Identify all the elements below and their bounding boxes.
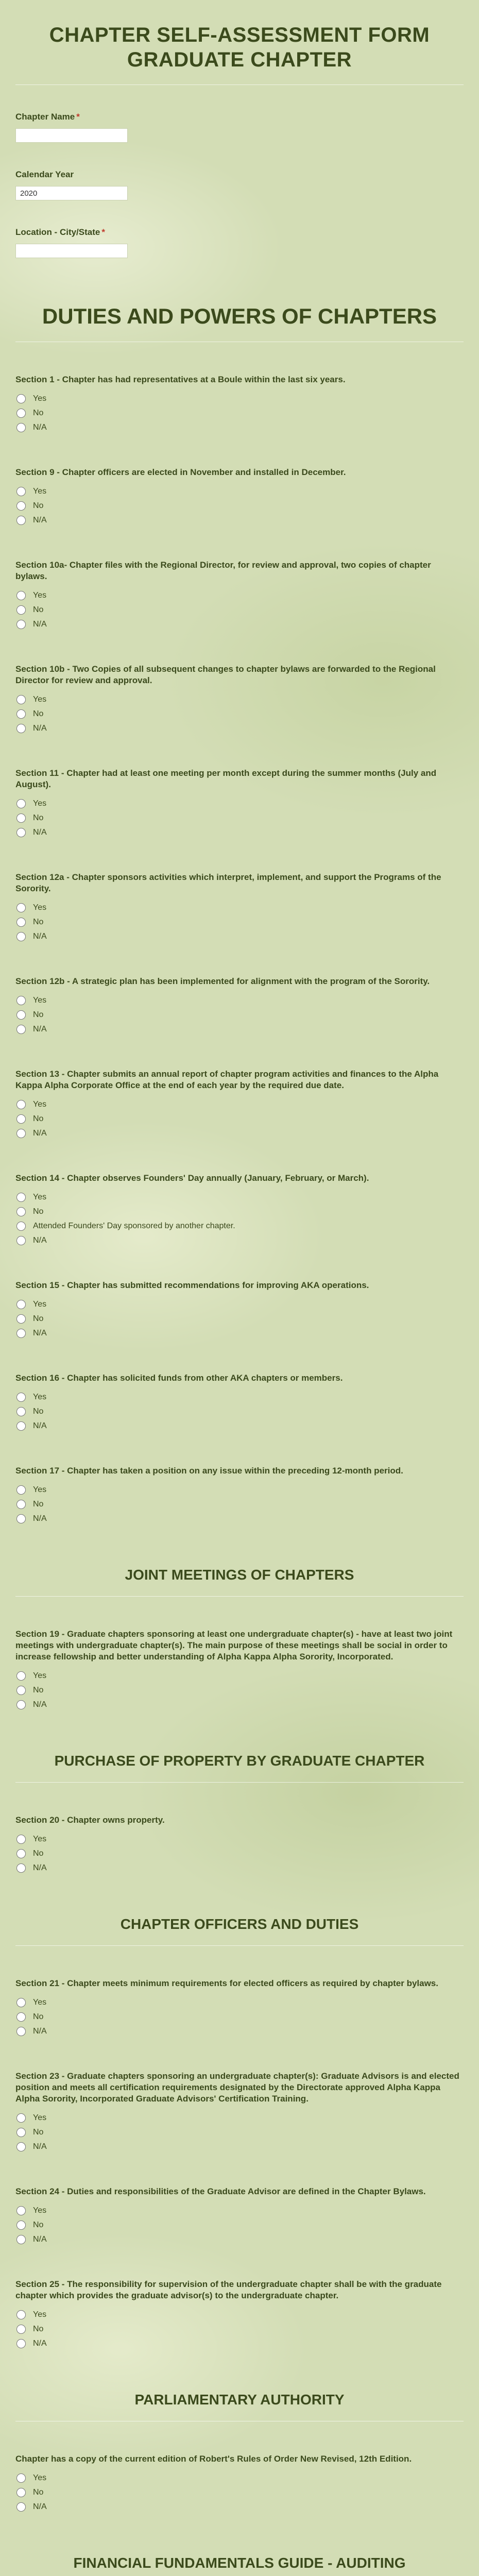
radio-button[interactable] <box>16 409 26 418</box>
radio-option-no[interactable] <box>15 1312 464 1326</box>
radio-option-label: No <box>33 1114 44 1123</box>
radio-option-label: Yes <box>33 1100 47 1109</box>
radio-option-yes[interactable] <box>15 484 464 499</box>
radio-option-label: No <box>33 605 44 614</box>
radio-option-no[interactable] <box>15 707 464 721</box>
question-label: Section 24 - Duties and responsibilities of the Graduate Advisor are defined in the Chapter Bylaws. <box>15 2187 426 2196</box>
question-label: Chapter has a copy of the current edition of Robert's Rules of Order New Revised, 12th Edition. <box>15 2454 412 2464</box>
radio-button[interactable] <box>16 1129 26 1138</box>
radio-button[interactable] <box>16 1207 26 1216</box>
radio-option-label: No <box>33 1314 44 1323</box>
radio-group <box>15 993 464 1037</box>
radio-option-no[interactable] <box>15 2125 464 2140</box>
radio-option-label: Yes <box>33 2473 47 2482</box>
radio-button[interactable] <box>16 1835 26 1844</box>
question-label: Section 12b - A strategic plan has been implemented for alignment with the program of the Sorority. <box>15 976 430 986</box>
radio-group <box>15 2308 464 2351</box>
radio-button[interactable] <box>16 2325 26 2334</box>
question-label: Section 21 - Chapter meets minimum requirements for elected officers as required by chapter bylaws. <box>15 1978 438 1988</box>
radio-option-n-a[interactable] <box>15 721 464 736</box>
radio-option-label: No <box>33 1407 44 1416</box>
radio-option-label: N/A <box>33 2339 47 2348</box>
radio-group <box>15 484 464 528</box>
radio-button[interactable] <box>16 1407 26 1416</box>
radio-group <box>15 2111 464 2154</box>
radio-option-n-a[interactable] <box>15 2232 464 2247</box>
radio-button[interactable] <box>16 2142 26 2151</box>
radio-option-label: Yes <box>33 2206 47 2215</box>
radio-button[interactable] <box>16 394 26 403</box>
radio-option-label: N/A <box>33 620 47 629</box>
property-questions <box>15 1815 464 1875</box>
radio-button[interactable] <box>16 501 26 511</box>
radio-button[interactable] <box>16 1314 26 1324</box>
radio-option-yes[interactable] <box>15 1995 464 2010</box>
radio-button[interactable] <box>16 487 26 496</box>
radio-option-yes[interactable] <box>15 1669 464 1683</box>
radio-option-n-a[interactable] <box>15 1233 464 1248</box>
radio-option-yes[interactable] <box>15 1190 464 1205</box>
question-item <box>15 664 464 736</box>
field-label <box>15 170 464 180</box>
radio-button[interactable] <box>16 695 26 704</box>
chapter-name-input[interactable] <box>15 128 128 143</box>
radio-option-n-a[interactable] <box>15 2500 464 2514</box>
radio-option-label: Yes <box>33 1300 47 1309</box>
assessment-form <box>15 0 464 2576</box>
radio-option-n-a[interactable] <box>15 2140 464 2154</box>
radio-option-label: N/A <box>33 1025 47 1033</box>
radio-option-n-a[interactable] <box>15 1326 464 1341</box>
radio-button[interactable] <box>16 2502 26 2512</box>
question-item <box>15 1280 464 1341</box>
field-label <box>15 112 464 122</box>
radio-option-label: N/A <box>33 1514 47 1523</box>
radio-group <box>15 1995 464 2039</box>
radio-button[interactable] <box>16 724 26 733</box>
radio-button[interactable] <box>16 620 26 629</box>
radio-button[interactable] <box>16 2206 26 2215</box>
radio-group <box>15 588 464 632</box>
radio-option-no[interactable] <box>15 1683 464 1698</box>
radio-option-label: Yes <box>33 1485 47 1494</box>
question-label: Section 9 - Chapter officers are elected in November and installed in December. <box>15 467 346 477</box>
radio-button[interactable] <box>16 996 26 1005</box>
radio-button[interactable] <box>16 1010 26 1020</box>
radio-button[interactable] <box>16 1849 26 1858</box>
radio-option-yes[interactable] <box>15 796 464 811</box>
radio-group <box>15 796 464 840</box>
required-marker: * <box>101 227 105 237</box>
radio-option-yes[interactable] <box>15 1297 464 1312</box>
radio-option-yes[interactable] <box>15 2111 464 2125</box>
radio-button[interactable] <box>16 709 26 719</box>
radio-group <box>15 692 464 736</box>
radio-button[interactable] <box>16 1863 26 1873</box>
question-label: Section 23 - Graduate chapters sponsoring an undergraduate chapter(s): Graduate Advisors is and elected position and meets all certification requirements designated by the Directorate approved Alpha Kappa Alpha Sorority, Incorporated Graduate Advisors' Certification Training. <box>15 2071 459 2104</box>
radio-option-label: Yes <box>33 903 47 912</box>
question-label: Section 19 - Graduate chapters sponsoring at least one undergraduate chapter(s) - have at least two joint meetings with undergraduate chapter(s). The main purpose of these meetings shall be social in order to increase fellowship and better understanding of Alpha Kappa Alpha Sorority, Incorporated. <box>15 1629 453 1662</box>
question-item <box>15 1069 464 1141</box>
duties-questions <box>15 374 464 1526</box>
question-item <box>15 1173 464 1248</box>
radio-option-label: N/A <box>33 516 47 524</box>
radio-option-label: No <box>33 814 44 822</box>
radio-option-no[interactable] <box>15 406 464 420</box>
question-item <box>15 1465 464 1526</box>
radio-option-label: Yes <box>33 1393 47 1401</box>
radio-option-label: Yes <box>33 799 47 808</box>
radio-button[interactable] <box>16 814 26 823</box>
radio-option-label: N/A <box>33 1236 47 1245</box>
radio-button[interactable] <box>16 2339 26 2348</box>
radio-option-yes[interactable] <box>15 1483 464 1497</box>
question-item <box>15 1629 464 1712</box>
radio-option-label: No <box>33 1849 44 1858</box>
radio-button[interactable] <box>16 2235 26 2244</box>
radio-button[interactable] <box>16 2473 26 2483</box>
radio-button[interactable] <box>16 591 26 600</box>
radio-button[interactable] <box>16 516 26 525</box>
radio-option-n-a[interactable] <box>15 1126 464 1141</box>
question-item <box>15 768 464 840</box>
radio-option-no[interactable] <box>15 1404 464 1419</box>
question-label: Section 14 - Chapter observes Founders' Day annually (January, February, or March). <box>15 1173 369 1183</box>
radio-group <box>15 1190 464 1248</box>
radio-option-no[interactable] <box>15 499 464 513</box>
radio-option-label: Yes <box>33 394 47 403</box>
radio-option-label: No <box>33 2325 44 2333</box>
question-item <box>15 872 464 944</box>
radio-option-label: Yes <box>33 1998 47 2007</box>
field-label <box>15 227 464 238</box>
form-title: CHAPTER SELF-ASSESSMENT FORM GRADUATE CHAPTER <box>49 24 430 71</box>
radio-option-label: N/A <box>33 724 47 733</box>
question-label: Section 13 - Chapter submits an annual report of chapter program activities and finances to the Alpha Kappa Alpha Corporate Office at the end of each year by the required due date. <box>15 1069 439 1090</box>
radio-button[interactable] <box>16 1998 26 2007</box>
chapter-info-fields <box>15 112 464 258</box>
radio-option-no[interactable] <box>15 1497 464 1512</box>
radio-group <box>15 1832 464 1875</box>
radio-group <box>15 1097 464 1141</box>
question-item <box>15 2279 464 2351</box>
property-divider <box>15 1782 464 1783</box>
radio-option-yes[interactable] <box>15 588 464 603</box>
parliamentary-heading: PARLIAMENTARY AUTHORITY <box>134 2392 345 2408</box>
question-label: Section 16 - Chapter has solicited funds from other AKA chapters or members. <box>15 1373 343 1383</box>
radio-option-yes[interactable] <box>15 392 464 406</box>
question-label: Section 10a- Chapter files with the Regional Director, for review and approval, two copies of chapter bylaws. <box>15 560 431 581</box>
field-label-text: Calendar Year <box>15 170 74 179</box>
radio-option-label: No <box>33 2488 44 2497</box>
radio-group <box>15 1297 464 1341</box>
radio-option-no[interactable] <box>15 1205 464 1219</box>
radio-option-label: Yes <box>33 2113 47 2122</box>
radio-option-no[interactable] <box>15 1846 464 1861</box>
radio-option-label: No <box>33 1010 44 1019</box>
radio-button[interactable] <box>16 1393 26 1402</box>
radio-group <box>15 2471 464 2514</box>
radio-button[interactable] <box>16 1421 26 1431</box>
radio-option-n-a[interactable] <box>15 1861 464 1875</box>
radio-option-label: N/A <box>33 2027 47 2036</box>
radio-option-n-a[interactable] <box>15 2024 464 2039</box>
radio-button[interactable] <box>16 605 26 615</box>
radio-option-yes[interactable] <box>15 1097 464 1112</box>
radio-option-label: Attended Founders' Day sponsored by another chapter. <box>33 1222 235 1230</box>
radio-button[interactable] <box>16 2113 26 2123</box>
radio-option-label: N/A <box>33 423 47 432</box>
question-item <box>15 1815 464 1875</box>
radio-button[interactable] <box>16 2027 26 2036</box>
question-item <box>15 374 464 435</box>
radio-option-n-a[interactable] <box>15 929 464 944</box>
question-item <box>15 467 464 528</box>
required-marker: * <box>76 112 80 122</box>
radio-option-no[interactable] <box>15 1008 464 1022</box>
field-chapter-name <box>15 112 464 143</box>
radio-option-no[interactable] <box>15 2010 464 2024</box>
radio-option-no[interactable] <box>15 1112 464 1126</box>
radio-option-label: Yes <box>33 1193 47 1201</box>
joint-meetings-heading: JOINT MEETINGS OF CHAPTERS <box>125 1567 354 1583</box>
radio-button[interactable] <box>16 1686 26 1695</box>
question-item <box>15 2453 464 2514</box>
radio-button[interactable] <box>16 2488 26 2497</box>
radio-option-yes[interactable] <box>15 2471 464 2485</box>
radio-option-attended-founders-day-sp[interactable] <box>15 1219 464 1233</box>
radio-button[interactable] <box>16 918 26 927</box>
field-label-text: Chapter Name <box>15 112 75 122</box>
radio-option-no[interactable] <box>15 2485 464 2500</box>
location-city-state-input[interactable] <box>15 244 128 258</box>
radio-option-label: N/A <box>33 932 47 941</box>
radio-button[interactable] <box>16 2221 26 2230</box>
radio-button[interactable] <box>16 2128 26 2137</box>
radio-option-yes[interactable] <box>15 901 464 915</box>
joint-divider <box>15 1596 464 1597</box>
radio-option-label: Yes <box>33 2310 47 2319</box>
radio-option-label: N/A <box>33 2502 47 2511</box>
radio-button[interactable] <box>16 1193 26 1202</box>
radio-option-n-a[interactable] <box>15 825 464 840</box>
radio-option-label: N/A <box>33 1700 47 1709</box>
radio-option-label: N/A <box>33 1329 47 1337</box>
title-divider <box>15 84 464 85</box>
question-item <box>15 1978 464 2039</box>
radio-option-n-a[interactable] <box>15 1698 464 1712</box>
question-label: Section 17 - Chapter has taken a position on any issue within the preceding 12-month period. <box>15 1466 403 1476</box>
radio-option-label: No <box>33 2012 44 2021</box>
radio-button[interactable] <box>16 1300 26 1309</box>
radio-option-no[interactable] <box>15 2322 464 2336</box>
question-label: Section 12a - Chapter sponsors activities which interpret, implement, and support the Programs of the Sorority. <box>15 872 441 893</box>
radio-button[interactable] <box>16 1500 26 1509</box>
radio-option-yes[interactable] <box>15 1390 464 1404</box>
radio-option-no[interactable] <box>15 2218 464 2232</box>
radio-option-label: N/A <box>33 1129 47 1138</box>
radio-option-label: No <box>33 409 44 417</box>
radio-option-n-a[interactable] <box>15 617 464 632</box>
radio-button[interactable] <box>16 1671 26 1681</box>
radio-button[interactable] <box>16 799 26 808</box>
question-label: Section 1 - Chapter has had representatives at a Boule within the last six years. <box>15 375 346 384</box>
question-label: Section 10b - Two Copies of all subsequent changes to chapter bylaws are forwarded to the Regional Director for review and approval. <box>15 664 436 685</box>
radio-option-label: No <box>33 1686 44 1694</box>
radio-button[interactable] <box>16 1100 26 1109</box>
radio-button[interactable] <box>16 1236 26 1245</box>
radio-button[interactable] <box>16 1514 26 1523</box>
radio-option-label: Yes <box>33 591 47 600</box>
radio-group <box>15 392 464 435</box>
radio-option-label: No <box>33 1500 44 1509</box>
radio-option-label: Yes <box>33 695 47 704</box>
parliamentary-questions <box>15 2453 464 2514</box>
radio-option-label: No <box>33 918 44 926</box>
officers-divider <box>15 1945 464 1946</box>
radio-option-n-a[interactable] <box>15 2336 464 2351</box>
field-label-text: Location - City/State <box>15 227 100 237</box>
radio-option-no[interactable] <box>15 811 464 825</box>
question-label: Section 20 - Chapter owns property. <box>15 1815 165 1825</box>
radio-button[interactable] <box>16 1025 26 1034</box>
financial-heading: FINANCIAL FUNDAMENTALS GUIDE - AUDITING <box>73 2555 406 2571</box>
radio-option-yes[interactable] <box>15 1832 464 1846</box>
field-location-city-state <box>15 227 464 258</box>
radio-button[interactable] <box>16 1485 26 1495</box>
radio-option-label: N/A <box>33 2142 47 2151</box>
radio-group <box>15 2204 464 2247</box>
radio-option-yes[interactable] <box>15 993 464 1008</box>
officers-questions <box>15 1978 464 2351</box>
calendar-year-input[interactable] <box>15 186 128 200</box>
radio-option-no[interactable] <box>15 603 464 617</box>
radio-option-label: No <box>33 709 44 718</box>
radio-option-n-a[interactable] <box>15 1022 464 1037</box>
officers-heading: CHAPTER OFFICERS AND DUTIES <box>120 1916 359 1932</box>
radio-button[interactable] <box>16 828 26 837</box>
question-item <box>15 2071 464 2154</box>
radio-option-label: No <box>33 2128 44 2137</box>
radio-option-yes[interactable] <box>15 2308 464 2322</box>
radio-button[interactable] <box>16 423 26 432</box>
radio-option-label: No <box>33 1207 44 1216</box>
radio-option-n-a[interactable] <box>15 513 464 528</box>
radio-option-no[interactable] <box>15 915 464 929</box>
question-item <box>15 560 464 632</box>
radio-option-label: N/A <box>33 2235 47 2244</box>
radio-button[interactable] <box>16 903 26 912</box>
joint-questions <box>15 1629 464 1712</box>
radio-button[interactable] <box>16 1329 26 1338</box>
question-item <box>15 976 464 1037</box>
property-heading: PURCHASE OF PROPERTY BY GRADUATE CHAPTER <box>54 1753 425 1769</box>
question-item <box>15 1372 464 1433</box>
duties-heading: DUTIES AND POWERS OF CHAPTERS <box>42 304 437 328</box>
radio-button[interactable] <box>16 2310 26 2319</box>
radio-option-label: Yes <box>33 996 47 1005</box>
radio-option-label: Yes <box>33 1835 47 1843</box>
question-label: Section 15 - Chapter has submitted recommendations for improving AKA operations. <box>15 1280 369 1290</box>
radio-button[interactable] <box>16 2012 26 2022</box>
radio-option-label: N/A <box>33 1863 47 1872</box>
radio-group <box>15 1669 464 1712</box>
radio-group <box>15 1390 464 1433</box>
radio-button[interactable] <box>16 1222 26 1231</box>
radio-option-label: Yes <box>33 487 47 496</box>
radio-option-label: No <box>33 501 44 510</box>
question-item <box>15 2186 464 2247</box>
radio-button[interactable] <box>16 932 26 941</box>
radio-option-n-a[interactable] <box>15 420 464 435</box>
field-calendar-year <box>15 170 464 200</box>
radio-option-label: N/A <box>33 1421 47 1430</box>
question-label: Section 25 - The responsibility for supervision of the undergraduate chapter shall be with the graduate chapter which provides the graduate advisor(s) to the undergraduate chapter. <box>15 2279 442 2300</box>
radio-option-label: No <box>33 2221 44 2229</box>
radio-group <box>15 901 464 944</box>
radio-button[interactable] <box>16 1700 26 1709</box>
radio-option-n-a[interactable] <box>15 1512 464 1526</box>
radio-option-yes[interactable] <box>15 2204 464 2218</box>
question-label: Section 11 - Chapter had at least one meeting per month except during the summer months (July and August). <box>15 768 437 789</box>
radio-option-yes[interactable] <box>15 692 464 707</box>
radio-option-label: N/A <box>33 828 47 837</box>
radio-button[interactable] <box>16 1114 26 1124</box>
radio-option-label: Yes <box>33 1671 47 1680</box>
radio-group <box>15 1483 464 1526</box>
radio-option-n-a[interactable] <box>15 1419 464 1433</box>
